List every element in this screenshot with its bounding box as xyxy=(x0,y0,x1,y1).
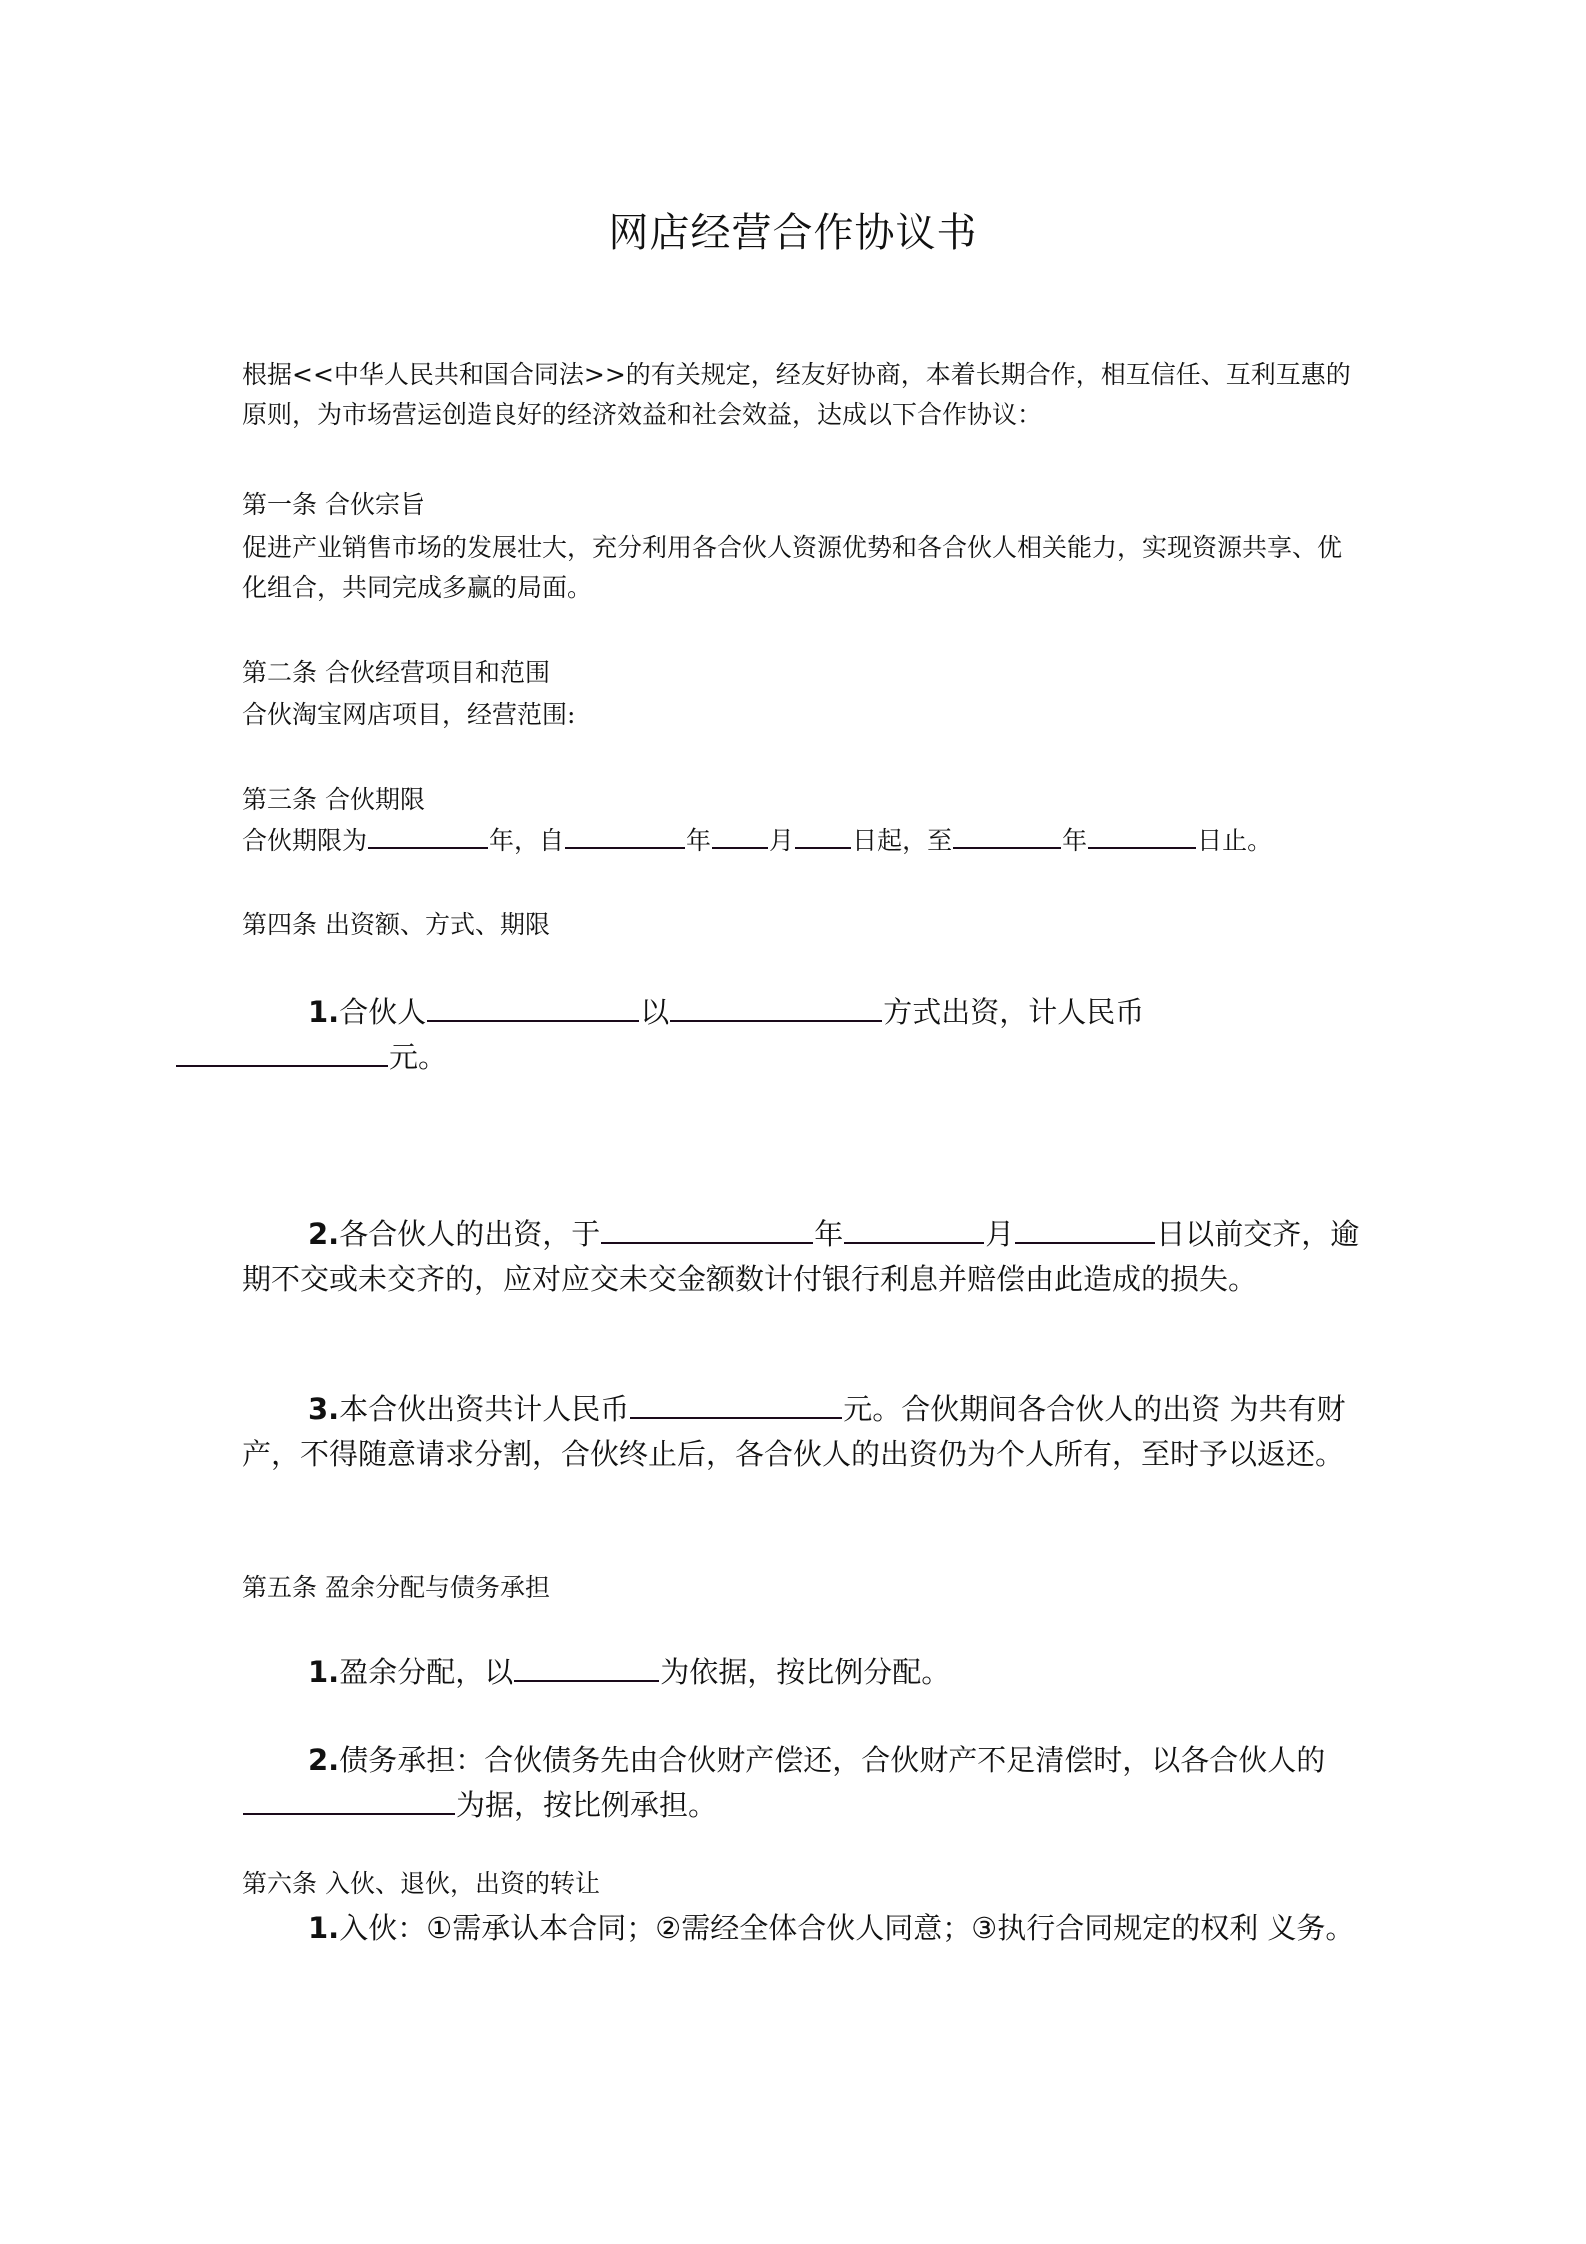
article3-heading: 第三条 合伙期限 xyxy=(242,785,425,814)
deadline-day-blank[interactable] xyxy=(1015,1213,1155,1244)
text: 日起，至 xyxy=(852,826,953,855)
text: 各合伙人的出资，于 xyxy=(339,1217,601,1251)
start-month-blank[interactable] xyxy=(712,822,768,849)
clause-number: 1. xyxy=(308,995,340,1029)
text: 日以前交齐，逾期不交或未交齐的，应对应交未交金额数计付银行利息并赔偿由此造成的损失。 xyxy=(242,1217,1360,1296)
article2-heading: 第二条 合伙经营项目和范围 xyxy=(242,658,550,687)
article4-clause3 xyxy=(242,1387,1362,1477)
article4-clause1 xyxy=(242,990,1242,1080)
end-day-blank[interactable] xyxy=(1088,822,1196,849)
article3-term xyxy=(242,821,1362,861)
text: 合伙人 xyxy=(339,995,427,1029)
start-day-blank[interactable] xyxy=(795,822,851,849)
text: 本合伙出资共计人民币 xyxy=(339,1392,630,1426)
clause-number: 3. xyxy=(308,1392,340,1426)
end-year-blank[interactable] xyxy=(953,822,1061,849)
text: 年 xyxy=(814,1217,844,1251)
text: 盈余分配，以 xyxy=(339,1655,514,1689)
article5-clause1 xyxy=(242,1650,1362,1695)
article4-clause2 xyxy=(242,1212,1362,1302)
article6-heading: 第六条 入伙、退伙，出资的转让 xyxy=(242,1869,600,1898)
text: 债务承担：合伙债务先由合伙财产偿还，合伙财产不足清偿时，以各合伙人的 xyxy=(339,1743,1326,1777)
article1-heading: 第一条 合伙宗旨 xyxy=(242,490,425,519)
debt-basis-blank[interactable] xyxy=(243,1784,455,1815)
start-year-blank[interactable] xyxy=(565,822,685,849)
contribution-amount-blank[interactable] xyxy=(176,1036,388,1067)
article4-heading: 第四条 出资额、方式、期限 xyxy=(242,910,550,939)
term-years-blank[interactable] xyxy=(368,822,488,849)
deadline-year-blank[interactable] xyxy=(601,1213,813,1244)
text: 年 xyxy=(686,826,712,855)
article1-body: 促进产业销售市场的发展壮大，充分利用各合伙人资源优势和各合伙人相关能力，实现资源共享、优化组合，共同完成多赢的局面。 xyxy=(242,533,1343,602)
text: 元。合伙期间各合伙人的出资 为共有财产，不得随意请求分割，合伙终止后，各合伙人的出资仍为个人所有，至时予以返还。 xyxy=(242,1392,1346,1471)
clause-number: 2. xyxy=(308,1743,340,1777)
text: 年，自 xyxy=(489,826,565,855)
clause-number: 2. xyxy=(308,1217,340,1251)
deadline-month-blank[interactable] xyxy=(844,1213,984,1244)
clause-number: 1. xyxy=(308,1655,340,1689)
article2-body: 合伙淘宝网店项目，经营范围: xyxy=(242,700,576,729)
contribution-method-blank[interactable] xyxy=(670,991,882,1022)
text: 日止。 xyxy=(1197,826,1273,855)
text: 元。 xyxy=(389,1040,448,1074)
clause-number: 1. xyxy=(308,1911,340,1945)
text: 月 xyxy=(985,1217,1015,1251)
text: 月 xyxy=(769,826,795,855)
document-title: 网店经营合作协议书 xyxy=(608,210,978,256)
text: 以 xyxy=(640,995,670,1029)
profit-basis-blank[interactable] xyxy=(514,1651,659,1682)
article5-heading: 第五条 盈余分配与债务承担 xyxy=(242,1573,550,1602)
total-contribution-blank[interactable] xyxy=(630,1388,842,1419)
article5-clause2 xyxy=(242,1738,1362,1828)
text: 合伙期限为 xyxy=(242,826,368,855)
preamble: 根据<<中华人民共和国合同法>>的有关规定，经友好协商，本着长期合作，相互信任、互利互惠的原则，为市场营运创造良好的经济效益和社会效益，达成以下合作协议： xyxy=(242,360,1351,429)
text: 方式出资，计人民币 xyxy=(883,995,1145,1029)
partner-name-blank[interactable] xyxy=(427,991,639,1022)
text: 入伙：①需承认本合同；②需经全体合伙人同意；③执行合同规定的权利 义务。 xyxy=(339,1911,1355,1945)
text: 为依据，按比例分配。 xyxy=(660,1655,951,1689)
text: 年 xyxy=(1062,826,1088,855)
text: 为据，按比例承担。 xyxy=(456,1788,718,1822)
article6-clause1 xyxy=(242,1906,1362,1951)
